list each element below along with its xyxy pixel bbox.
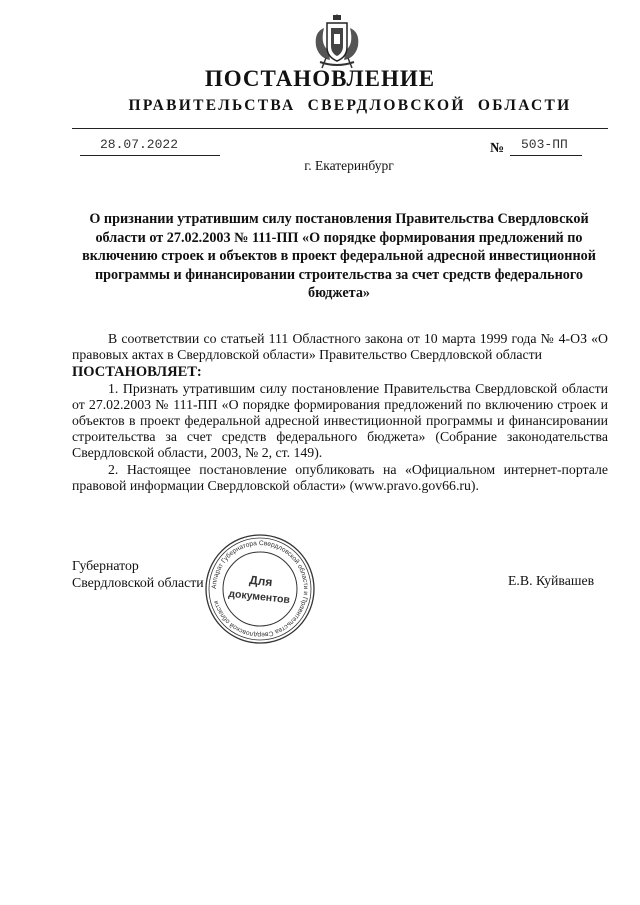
- decree-word: ПОСТАНОВЛЯЕТ:: [72, 364, 202, 381]
- decree-item-1: 1. Признать утратившим силу постановление Правительства Свердловской области от 27.02.2003 № 111-ПП «О порядке формирования предложений по включению строек и объектов в проект федеральной адресной инвестиционной программы и финансировании строительства за счет средств федерального бюджета» (Собрание законодательства Свердловской области, 2003, № 2, ст. 149).: [72, 380, 608, 461]
- stamp-line1: Для: [248, 572, 274, 590]
- document-subtitle: ПРАВИТЕЛЬСТВА СВЕРДЛОВСКОЙ ОБЛАСТИ: [128, 97, 572, 114]
- signatory-title-line1: Губернатор: [72, 558, 139, 573]
- number-label: №: [490, 141, 505, 156]
- document-number: 503-ПП: [510, 137, 582, 156]
- signatory-title-line2: Свердловской области: [72, 575, 204, 590]
- preamble: В соответствии со статьей 111 Областного закона от 10 марта 1999 года № 4-ОЗ «О правовых актах в Свердловской области» Правительство Свердловской области: [72, 331, 608, 363]
- document-date: 28.07.2022: [80, 137, 220, 156]
- header-divider: [72, 128, 608, 129]
- official-stamp: [204, 533, 316, 645]
- city: г. Екатеринбург: [304, 158, 394, 173]
- document-title: ПОСТАНОВЛЕНИЕ: [204, 66, 436, 91]
- signatory-title: [72, 557, 204, 591]
- document-heading: О признании утратившим силу постановления Правительства Свердловской области от 27.02.2003 № 111-ПП «О порядке формирования предложений по включению строек и объектов в проект федеральной адресной инвестиционной программы и финансировании строительства за счет средств федерального бюджета»: [82, 211, 596, 301]
- document-body: [72, 331, 608, 494]
- coat-of-arms-icon: [310, 14, 364, 70]
- stamp-ring-text: Аппарат Губернатора Свердловской области и Правительства Свердловской области: [210, 539, 310, 639]
- stamp-line2: документов: [227, 587, 291, 607]
- decree-item-2: 2. Настоящее постановление опубликовать на «Официальном интернет-портале правовой информации Свердловской области» (www.pravo.gov66.ru).: [72, 461, 608, 493]
- signatory-name: Е.В. Куйвашев: [508, 573, 595, 588]
